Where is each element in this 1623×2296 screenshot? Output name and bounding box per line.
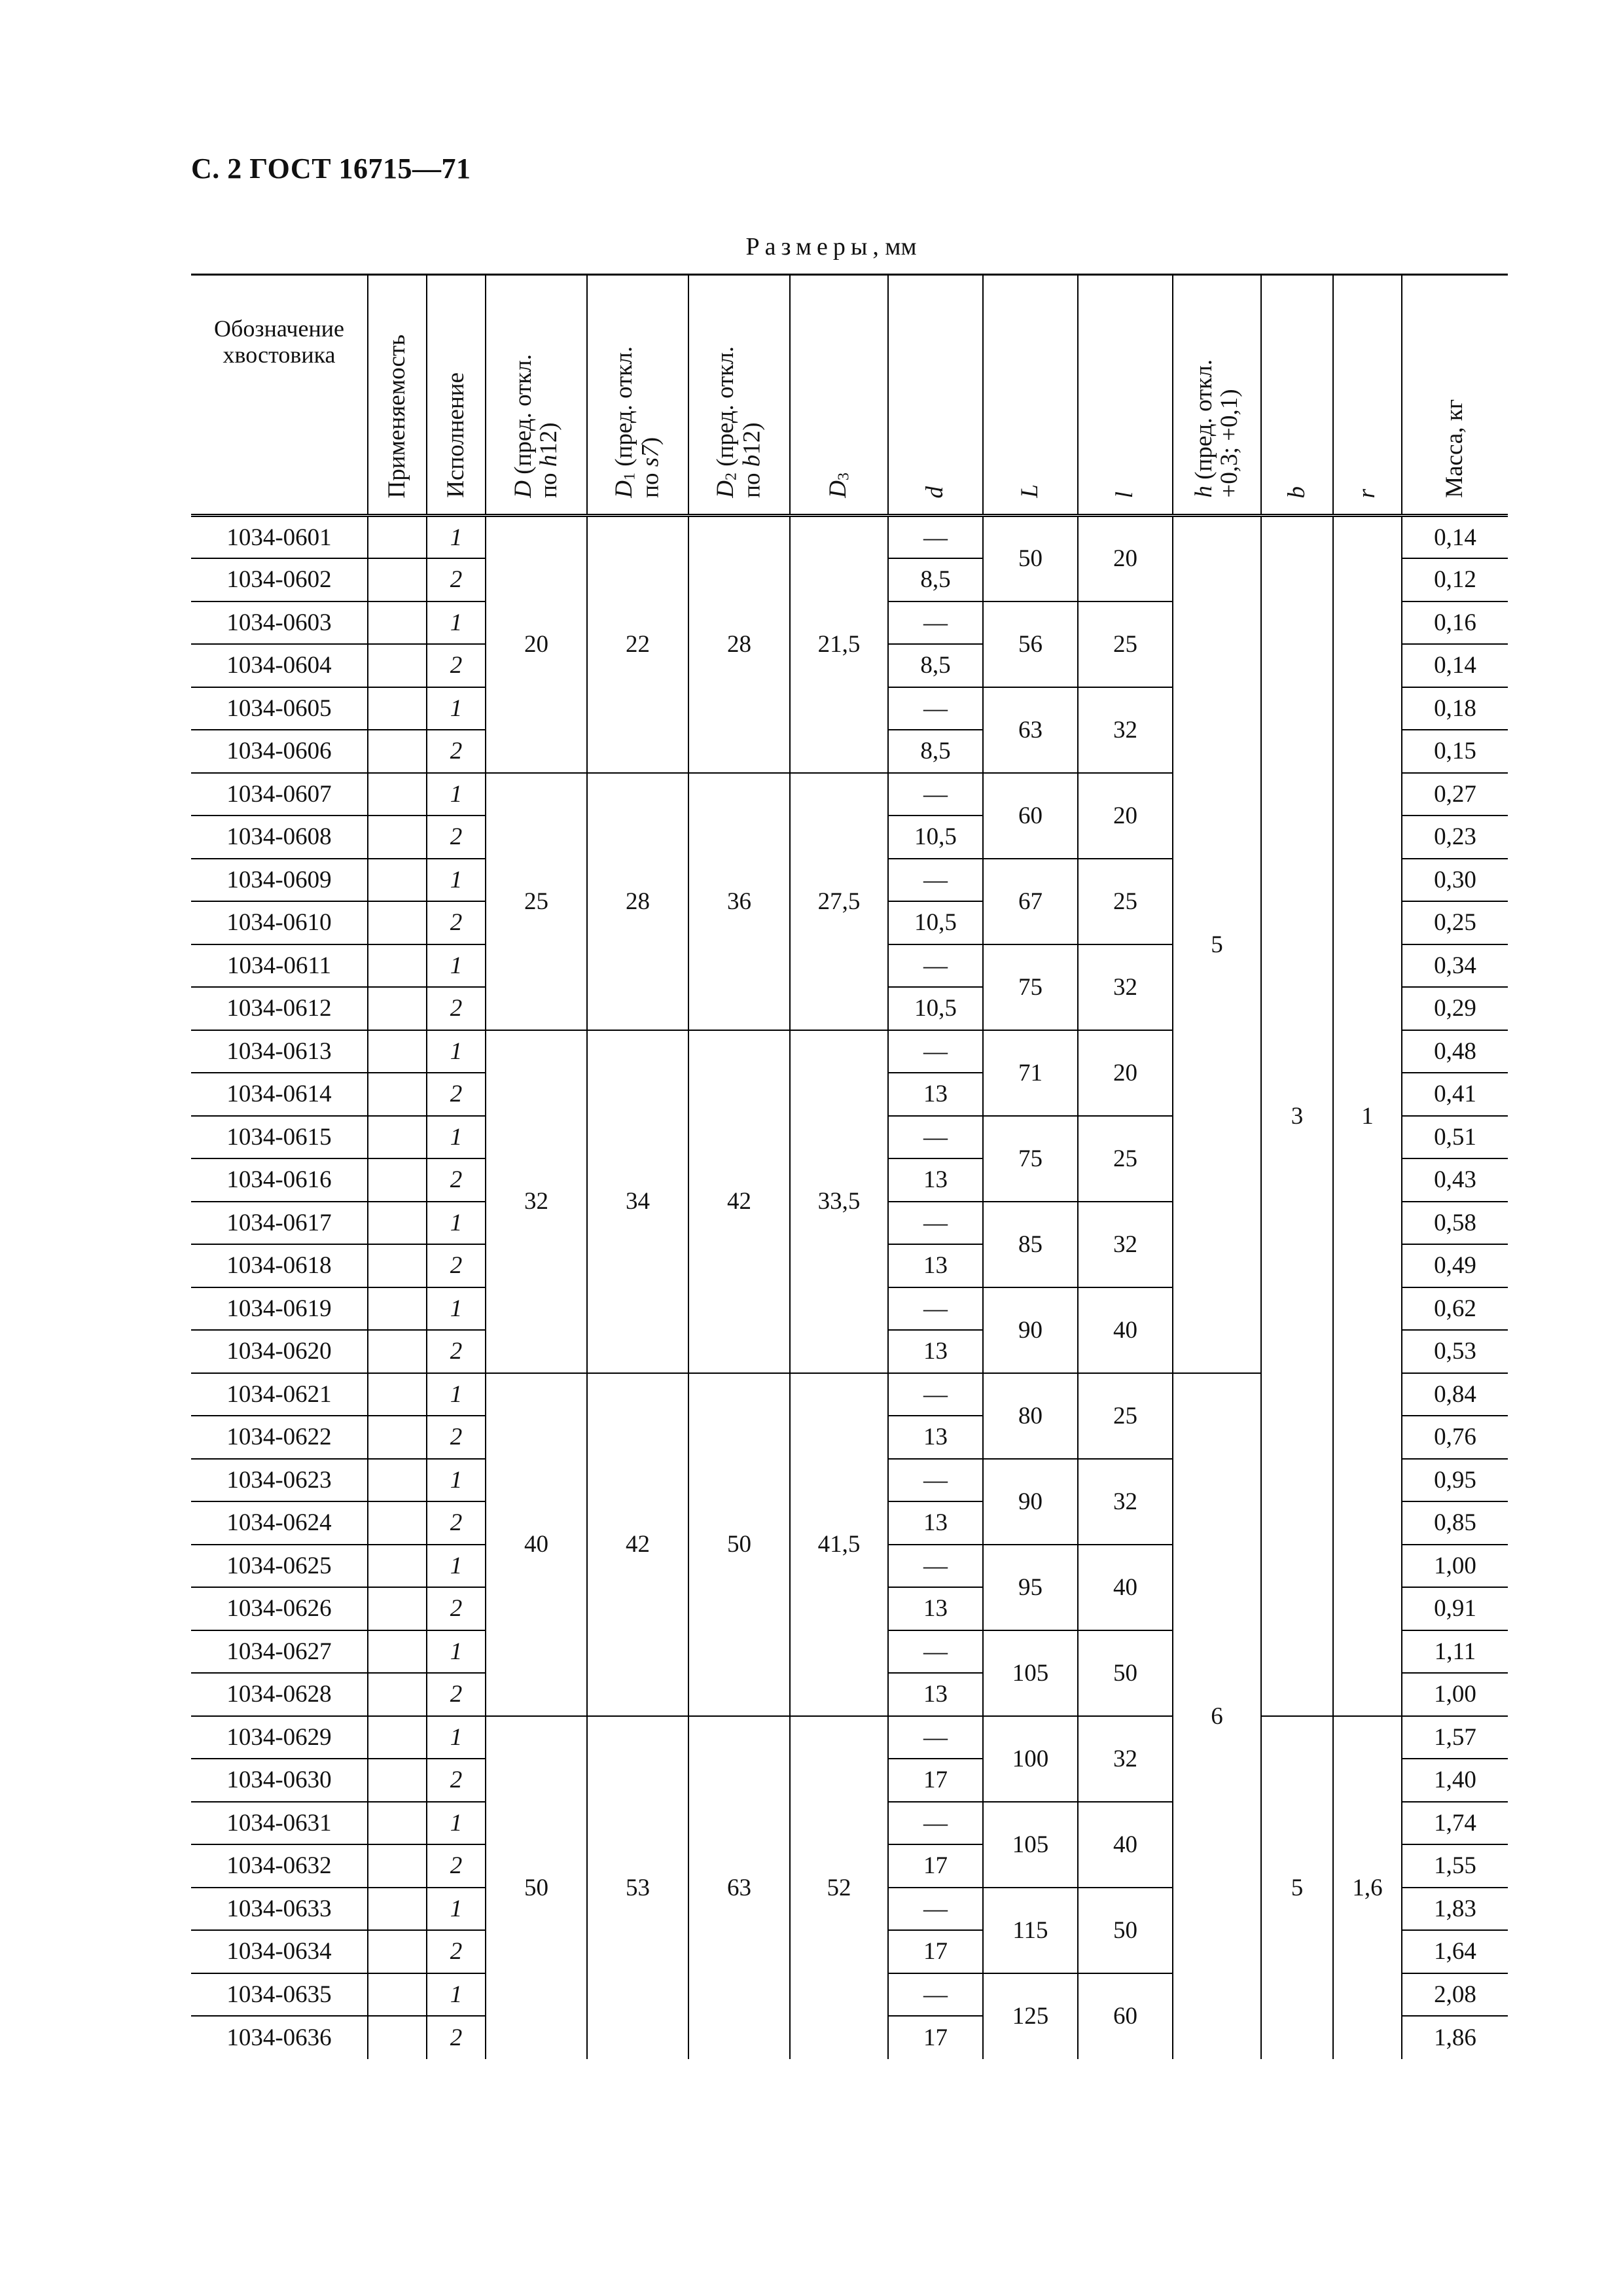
cell-applicability [368, 1287, 427, 1331]
cell-mass: 1,00 [1402, 1673, 1508, 1716]
cell-d: — [888, 1459, 983, 1502]
cell-b: 3 [1261, 516, 1333, 1716]
cell-version: 1 [427, 859, 486, 902]
cell-D: 50 [486, 1716, 587, 2059]
cell-d: — [888, 516, 983, 559]
cell-designation: 1034-0615 [191, 1116, 368, 1159]
cell-d: 17 [888, 1930, 983, 1973]
cell-designation: 1034-0627 [191, 1630, 368, 1674]
cell-l: 25 [1078, 859, 1173, 944]
col-mass-label: Масса, кг [1441, 399, 1469, 498]
cell-version: 2 [427, 1158, 486, 1202]
cell-d: 10,5 [888, 901, 983, 944]
cell-D1: 53 [587, 1716, 688, 2059]
cell-d: 13 [888, 1416, 983, 1459]
col-D3-label: $D_3$ [824, 473, 853, 498]
cell-applicability [368, 1844, 427, 1888]
cell-applicability [368, 901, 427, 944]
cell-designation: 1034-0622 [191, 1416, 368, 1459]
cell-version: 1 [427, 1802, 486, 1845]
cell-designation: 1034-0607 [191, 773, 368, 816]
cell-version: 1 [427, 601, 486, 645]
cell-D1: 34 [587, 1030, 688, 1373]
cell-mass: 1,00 [1402, 1545, 1508, 1588]
col-applicability [368, 275, 427, 516]
cell-L: 85 [983, 1202, 1078, 1287]
cell-l: 32 [1078, 1459, 1173, 1545]
cell-mass: 0,48 [1402, 1030, 1508, 1073]
cell-d: — [888, 1802, 983, 1845]
cell-version: 2 [427, 1759, 486, 1802]
cell-version: 2 [427, 644, 486, 687]
cell-D1: 28 [587, 773, 688, 1030]
cell-applicability [368, 1116, 427, 1159]
cell-applicability [368, 1888, 427, 1931]
cell-h: 5 [1173, 516, 1261, 1373]
cell-designation: 1034-0608 [191, 816, 368, 859]
cell-mass: 0,58 [1402, 1202, 1508, 1245]
cell-designation: 1034-0618 [191, 1244, 368, 1287]
cell-applicability [368, 2016, 427, 2059]
cell-D: 25 [486, 773, 587, 1030]
cell-mass: 0,91 [1402, 1587, 1508, 1630]
cell-applicability [368, 601, 427, 645]
cell-version: 1 [427, 1459, 486, 1502]
cell-l: 32 [1078, 687, 1173, 773]
cell-mass: 1,40 [1402, 1759, 1508, 1802]
cell-d: — [888, 1202, 983, 1245]
cell-mass: 0,16 [1402, 601, 1508, 645]
table-row [191, 1716, 1508, 1759]
cell-L: 75 [983, 944, 1078, 1030]
cell-designation: 1034-0636 [191, 2016, 368, 2059]
cell-version: 2 [427, 2016, 486, 2059]
cell-D2: 28 [688, 516, 790, 773]
cell-applicability [368, 1158, 427, 1202]
col-designation [191, 275, 368, 516]
cell-L: 90 [983, 1459, 1078, 1545]
cell-l: 20 [1078, 516, 1173, 601]
col-version-label: Исполнение [442, 372, 469, 498]
cell-L: 63 [983, 687, 1078, 773]
cell-applicability [368, 1716, 427, 1759]
cell-d: — [888, 1716, 983, 1759]
cell-applicability [368, 516, 427, 559]
cell-designation: 1034-0616 [191, 1158, 368, 1202]
cell-mass: 0,62 [1402, 1287, 1508, 1331]
cell-version: 1 [427, 1373, 486, 1416]
cell-designation: 1034-0635 [191, 1973, 368, 2017]
cell-L: 56 [983, 601, 1078, 687]
col-D1-label: $D_1$ (пред. откл. по s7) [610, 346, 664, 498]
cell-d: — [888, 601, 983, 645]
cell-mass: 0,23 [1402, 816, 1508, 859]
cell-applicability [368, 1459, 427, 1502]
col-mass [1402, 275, 1508, 516]
col-b [1261, 275, 1333, 516]
cell-designation: 1034-0623 [191, 1459, 368, 1502]
cell-d: 17 [888, 1844, 983, 1888]
cell-mass: 0,84 [1402, 1373, 1508, 1416]
cell-designation: 1034-0602 [191, 558, 368, 601]
cell-version: 2 [427, 1930, 486, 1973]
cell-version: 2 [427, 1587, 486, 1630]
cell-applicability [368, 1373, 427, 1416]
dimensions-table [191, 274, 1508, 2059]
cell-L: 67 [983, 859, 1078, 944]
col-D-label: D (пред. откл. по h12) [509, 354, 562, 498]
cell-L: 105 [983, 1630, 1078, 1716]
cell-L: 71 [983, 1030, 1078, 1116]
cell-applicability [368, 1416, 427, 1459]
caption-unit: , мм [872, 233, 917, 260]
cell-applicability [368, 773, 427, 816]
cell-D2: 63 [688, 1716, 790, 2059]
cell-L: 80 [983, 1373, 1078, 1459]
cell-version: 2 [427, 1844, 486, 1888]
cell-applicability [368, 558, 427, 601]
cell-l: 32 [1078, 1716, 1173, 1802]
cell-applicability [368, 1587, 427, 1630]
cell-D3: 27,5 [790, 773, 888, 1030]
cell-mass: 0,18 [1402, 687, 1508, 730]
cell-version: 2 [427, 1416, 486, 1459]
cell-designation: 1034-0614 [191, 1073, 368, 1116]
cell-d: 8,5 [888, 644, 983, 687]
cell-l: 60 [1078, 1973, 1173, 2059]
cell-mass: 1,86 [1402, 2016, 1508, 2059]
col-designation-label: Обозначение хвостовика [214, 315, 344, 368]
cell-l: 25 [1078, 601, 1173, 687]
cell-D3: 33,5 [790, 1030, 888, 1373]
cell-mass: 1,83 [1402, 1888, 1508, 1931]
cell-version: 2 [427, 987, 486, 1030]
cell-mass: 0,29 [1402, 987, 1508, 1030]
cell-L: 125 [983, 1973, 1078, 2059]
cell-applicability [368, 1759, 427, 1802]
cell-applicability [368, 730, 427, 773]
cell-applicability [368, 1673, 427, 1716]
cell-D3: 52 [790, 1716, 888, 2059]
cell-version: 2 [427, 730, 486, 773]
cell-mass: 0,51 [1402, 1116, 1508, 1159]
cell-mass: 0,12 [1402, 558, 1508, 601]
cell-applicability [368, 1930, 427, 1973]
cell-l: 32 [1078, 1202, 1173, 1287]
table-caption [700, 232, 962, 261]
header-row [191, 275, 1508, 516]
cell-d: 17 [888, 1759, 983, 1802]
cell-applicability [368, 1802, 427, 1845]
cell-designation: 1034-0617 [191, 1202, 368, 1245]
caption-label: Размеры [745, 233, 873, 260]
cell-mass: 1,11 [1402, 1630, 1508, 1674]
cell-designation: 1034-0609 [191, 859, 368, 902]
cell-version: 1 [427, 1973, 486, 2017]
cell-applicability [368, 1030, 427, 1073]
cell-designation: 1034-0631 [191, 1802, 368, 1845]
cell-d: 17 [888, 2016, 983, 2059]
cell-applicability [368, 1244, 427, 1287]
cell-l: 40 [1078, 1545, 1173, 1630]
cell-l: 20 [1078, 773, 1173, 859]
cell-L: 95 [983, 1545, 1078, 1630]
cell-version: 2 [427, 558, 486, 601]
cell-d: 8,5 [888, 730, 983, 773]
cell-d: — [888, 1030, 983, 1073]
cell-version: 2 [427, 1673, 486, 1716]
cell-d: 13 [888, 1244, 983, 1287]
cell-designation: 1034-0626 [191, 1587, 368, 1630]
cell-version: 1 [427, 1888, 486, 1931]
cell-designation: 1034-0619 [191, 1287, 368, 1331]
col-L [983, 275, 1078, 516]
cell-mass: 1,57 [1402, 1716, 1508, 1759]
cell-d: 13 [888, 1158, 983, 1202]
cell-l: 50 [1078, 1888, 1173, 1973]
cell-designation: 1034-0624 [191, 1501, 368, 1545]
cell-d: 10,5 [888, 987, 983, 1030]
cell-D: 20 [486, 516, 587, 773]
cell-l: 50 [1078, 1630, 1173, 1716]
cell-mass: 0,14 [1402, 516, 1508, 559]
cell-designation: 1034-0620 [191, 1330, 368, 1373]
cell-mass: 0,14 [1402, 644, 1508, 687]
cell-applicability [368, 1545, 427, 1588]
cell-mass: 2,08 [1402, 1973, 1508, 2017]
col-D2-label: $D_2$ (пред. откл. по b12) [711, 346, 766, 498]
cell-l: 40 [1078, 1287, 1173, 1373]
cell-d: — [888, 1373, 983, 1416]
cell-version: 2 [427, 901, 486, 944]
cell-d: 8,5 [888, 558, 983, 601]
cell-applicability [368, 1973, 427, 2017]
cell-mass: 1,74 [1402, 1802, 1508, 1845]
cell-mass: 0,34 [1402, 944, 1508, 988]
cell-designation: 1034-0629 [191, 1716, 368, 1759]
cell-D: 32 [486, 1030, 587, 1373]
cell-version: 2 [427, 1501, 486, 1545]
col-r [1333, 275, 1402, 516]
cell-mass: 1,64 [1402, 1930, 1508, 1973]
cell-designation: 1034-0628 [191, 1673, 368, 1716]
cell-d: 13 [888, 1073, 983, 1116]
cell-r: 1,6 [1333, 1716, 1402, 2059]
cell-designation: 1034-0610 [191, 901, 368, 944]
cell-version: 1 [427, 773, 486, 816]
cell-designation: 1034-0630 [191, 1759, 368, 1802]
cell-version: 1 [427, 1287, 486, 1331]
cell-applicability [368, 1630, 427, 1674]
cell-L: 105 [983, 1802, 1078, 1888]
cell-d: — [888, 944, 983, 988]
cell-L: 115 [983, 1888, 1078, 1973]
cell-designation: 1034-0605 [191, 687, 368, 730]
cell-d: — [888, 773, 983, 816]
cell-l: 32 [1078, 944, 1173, 1030]
cell-applicability [368, 1330, 427, 1373]
cell-r: 1 [1333, 516, 1402, 1716]
col-r-label: r [1353, 488, 1381, 498]
col-b-label: b [1283, 486, 1310, 498]
cell-d: 13 [888, 1330, 983, 1373]
cell-designation: 1034-0612 [191, 987, 368, 1030]
cell-d: — [888, 1888, 983, 1931]
cell-version: 1 [427, 1116, 486, 1159]
cell-designation: 1034-0603 [191, 601, 368, 645]
col-d [888, 275, 983, 516]
cell-L: 60 [983, 773, 1078, 859]
cell-l: 40 [1078, 1802, 1173, 1888]
cell-designation: 1034-0632 [191, 1844, 368, 1888]
cell-designation: 1034-0625 [191, 1545, 368, 1588]
cell-version: 1 [427, 1716, 486, 1759]
cell-mass: 0,30 [1402, 859, 1508, 902]
col-l-label: l [1111, 491, 1139, 498]
cell-version: 1 [427, 1202, 486, 1245]
col-D1 [587, 275, 688, 516]
cell-designation: 1034-0613 [191, 1030, 368, 1073]
cell-D3: 41,5 [790, 1373, 888, 1716]
cell-version: 1 [427, 944, 486, 988]
cell-designation: 1034-0601 [191, 516, 368, 559]
cell-designation: 1034-0621 [191, 1373, 368, 1416]
cell-b: 5 [1261, 1716, 1333, 2059]
cell-version: 2 [427, 1244, 486, 1287]
cell-version: 1 [427, 1545, 486, 1588]
cell-l: 25 [1078, 1116, 1173, 1202]
cell-applicability [368, 687, 427, 730]
cell-d: 10,5 [888, 816, 983, 859]
cell-d: 13 [888, 1587, 983, 1630]
col-D [486, 275, 587, 516]
cell-mass: 0,85 [1402, 1501, 1508, 1545]
table-body [191, 516, 1508, 2059]
cell-L: 50 [983, 516, 1078, 601]
cell-L: 75 [983, 1116, 1078, 1202]
cell-designation: 1034-0604 [191, 644, 368, 687]
col-D-symbol: D [509, 480, 537, 498]
cell-mass: 0,25 [1402, 901, 1508, 944]
col-D2 [688, 275, 790, 516]
cell-mass: 0,49 [1402, 1244, 1508, 1287]
cell-d: — [888, 859, 983, 902]
cell-applicability [368, 944, 427, 988]
cell-applicability [368, 987, 427, 1030]
col-applicability-label: Применяемость [383, 334, 410, 498]
col-l [1078, 275, 1173, 516]
cell-designation: 1034-0633 [191, 1888, 368, 1931]
cell-d: — [888, 1287, 983, 1331]
cell-D: 40 [486, 1373, 587, 1716]
cell-D2: 36 [688, 773, 790, 1030]
dimensions-grid [191, 274, 1508, 2059]
cell-D2: 42 [688, 1030, 790, 1373]
cell-L: 100 [983, 1716, 1078, 1802]
cell-D1: 22 [587, 516, 688, 773]
cell-version: 1 [427, 687, 486, 730]
cell-designation: 1034-0611 [191, 944, 368, 988]
cell-designation: 1034-0634 [191, 1930, 368, 1973]
cell-applicability [368, 1073, 427, 1116]
cell-applicability [368, 1202, 427, 1245]
cell-d: — [888, 1973, 983, 2017]
page-header: С. 2 ГОСТ 16715—71 [191, 152, 471, 185]
cell-mass: 0,15 [1402, 730, 1508, 773]
cell-D1: 42 [587, 1373, 688, 1716]
cell-D3: 21,5 [790, 516, 888, 773]
col-D3 [790, 275, 888, 516]
col-L-label: L [1016, 484, 1044, 498]
cell-mass: 0,95 [1402, 1459, 1508, 1502]
col-h-label: h (пред. откл. +0,3; +0,1) [1190, 359, 1243, 498]
cell-d: 13 [888, 1501, 983, 1545]
col-version [427, 275, 486, 516]
col-d-label: d [921, 486, 949, 498]
cell-version: 1 [427, 516, 486, 559]
cell-applicability [368, 644, 427, 687]
cell-version: 1 [427, 1630, 486, 1674]
cell-l: 25 [1078, 1373, 1173, 1459]
cell-applicability [368, 859, 427, 902]
cell-d: — [888, 1116, 983, 1159]
cell-mass: 0,41 [1402, 1073, 1508, 1116]
cell-version: 2 [427, 1330, 486, 1373]
cell-applicability [368, 1501, 427, 1545]
cell-mass: 0,53 [1402, 1330, 1508, 1373]
cell-designation: 1034-0606 [191, 730, 368, 773]
cell-d: 13 [888, 1673, 983, 1716]
cell-d: — [888, 1545, 983, 1588]
cell-l: 20 [1078, 1030, 1173, 1116]
cell-applicability [368, 816, 427, 859]
cell-h: 6 [1173, 1373, 1261, 2059]
cell-mass: 0,76 [1402, 1416, 1508, 1459]
cell-d: — [888, 1630, 983, 1674]
cell-D2: 50 [688, 1373, 790, 1716]
cell-mass: 1,55 [1402, 1844, 1508, 1888]
cell-mass: 0,43 [1402, 1158, 1508, 1202]
cell-d: — [888, 687, 983, 730]
col-h [1173, 275, 1261, 516]
cell-L: 90 [983, 1287, 1078, 1373]
cell-version: 1 [427, 1030, 486, 1073]
cell-version: 2 [427, 1073, 486, 1116]
table-row [191, 516, 1508, 559]
cell-mass: 0,27 [1402, 773, 1508, 816]
cell-version: 2 [427, 816, 486, 859]
